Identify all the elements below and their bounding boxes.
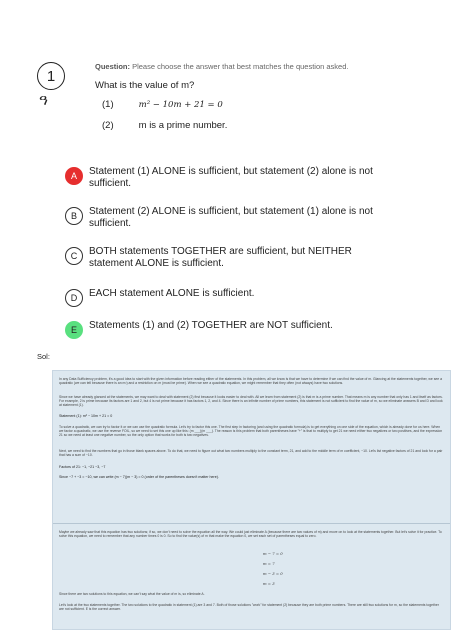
question-header-text: Please choose the answer that best matches the question asked. xyxy=(132,62,349,71)
solution-paragraph-3: To solve a quadratic, we can try to factor it or we can use the quadratic formula. Let's try to factor this one. The first step in factoring (and using the quadratic formula) is to get everything on one side of the equation, which is already done for us here. When we factor a quadratic, we use the reverse FOIL, so we need to set this one up like this: (m ___)(m ___). The reason is this problem that both parentheses have "+" is that to multiply to get 21 we need either two negatives or two positives, and the expression 21 so we need at least one negative number, so the only option that works for both is two negatives. xyxy=(59,425,443,438)
solution-factors: Factors of 21: −1, −21 −3, −7 xyxy=(59,465,106,469)
option-b-text: Statement (2) ALONE is sufficient, but statement (1) alone is not sufficient. xyxy=(89,206,373,229)
solution-paragraph-5: Maybe we already saw that this equation has two solutions; if so, we don't need to solve the equation all the way. We could just eliminate A (because there are two values of m) and move on to look at the statements together. But let's solve it for practice. To solve this equation, we need to remember that any number times 0 is 0. So to find the value(s) of m that make the equation 0, we set each set of parentheses equal to zero. xyxy=(59,530,442,539)
solution-paragraph-6: Since there are two solutions to this equation, we can't say what the value of m is, so eliminate A. xyxy=(59,592,205,596)
solution-paragraph-4: Next, we need to find the numbers that go in those blank spaces above. To do that, we need to figure out what two numbers multiply to the constant term, 21, and add to the middle term of m coefficient, −10. Let's list negative factors of 21 and look for a pair that has a sum of −10. xyxy=(59,449,443,458)
statement-2-text: m is a prime number. xyxy=(138,120,228,131)
statement-2-number: (2) xyxy=(102,120,114,131)
statement-1-number: (1) xyxy=(102,99,114,110)
option-c-bubble[interactable]: C xyxy=(65,247,83,265)
solution-label: Sol: xyxy=(37,352,50,361)
equation-4: m = 3 xyxy=(263,581,275,586)
option-e-text: Statements (1) and (2) TOGETHER are NOT sufficient. xyxy=(89,320,333,331)
statement-1 xyxy=(102,99,223,110)
question-header-label: Question: xyxy=(95,62,130,71)
question-prompt: What is the value of m? xyxy=(95,80,195,91)
solution-panel xyxy=(52,370,451,630)
statement-1-text: m² − 10m + 21 = 0 xyxy=(138,100,223,110)
solution-statement-1: Statement (1): m² − 10m + 21 = 0 xyxy=(59,414,113,418)
option-d-bubble[interactable]: D xyxy=(65,289,83,307)
handwritten-mark: ዓ xyxy=(39,91,48,109)
solution-paragraph-1: In any Data Sufficiency problem, it's a good idea to start with the given information before reading either of the statements. In this problem, all we know is that we have to determine if we can find the value of m. Glancing at the statements together, we see a quadratic (we can tell because there is an m²) and a restriction on m (must be prime). When we see a quadratic equation, we might remember that they often (not always) have two solutions. xyxy=(59,377,442,386)
option-a-text: Statement (1) ALONE is sufficient, but statement (2) alone is not sufficient. xyxy=(89,166,373,189)
question-number-circle: 1 xyxy=(37,62,65,90)
equation-1: m − 7 = 0 xyxy=(263,551,283,556)
solution-factored: Since −7 + −3 = −10, we can write (m − 7)(m − 3) = 0 (order of the parentheses doesn't matter here). xyxy=(59,475,219,479)
question-header xyxy=(95,62,348,71)
equation-3: m − 3 = 0 xyxy=(263,571,283,576)
option-e-bubble[interactable]: E xyxy=(65,321,83,339)
solution-paragraph-2: Since we have already glanced at the statements, we may want to deal with statement (2) first because it looks easier to deal with. All we learn from statement (2) is that m is a prime number. That means m is any number that only has 1 and itself as factors. For example, 2 is prime because its factors are 1 and 2, but 4 is not prime because it has factors 1, 2, and 4. Since there is an infinite number of prime numbers, this statement is not sufficient to find the value of m, so we eliminate answers B and D and look at statement (1). xyxy=(59,395,443,408)
statement-2 xyxy=(102,120,227,131)
option-c-text: BOTH statements TOGETHER are sufficient, but NEITHER statement ALONE is sufficient. xyxy=(89,246,352,269)
option-b-bubble[interactable]: B xyxy=(65,207,83,225)
option-a-bubble[interactable]: A xyxy=(65,167,83,185)
option-d-text: EACH statement ALONE is sufficient. xyxy=(89,288,255,299)
solution-paragraph-7: Let's look at the two statements together. The two solutions to the quadratic in statement (1) are 3 and 7. Both of those solutions "work" for statement (2) because they are both prime numbers. There are still two solutions for m, so the statements together are not sufficient. E is the correct answer. xyxy=(59,603,439,612)
equation-2: m = 7 xyxy=(263,561,275,566)
solution-divider xyxy=(53,523,450,524)
